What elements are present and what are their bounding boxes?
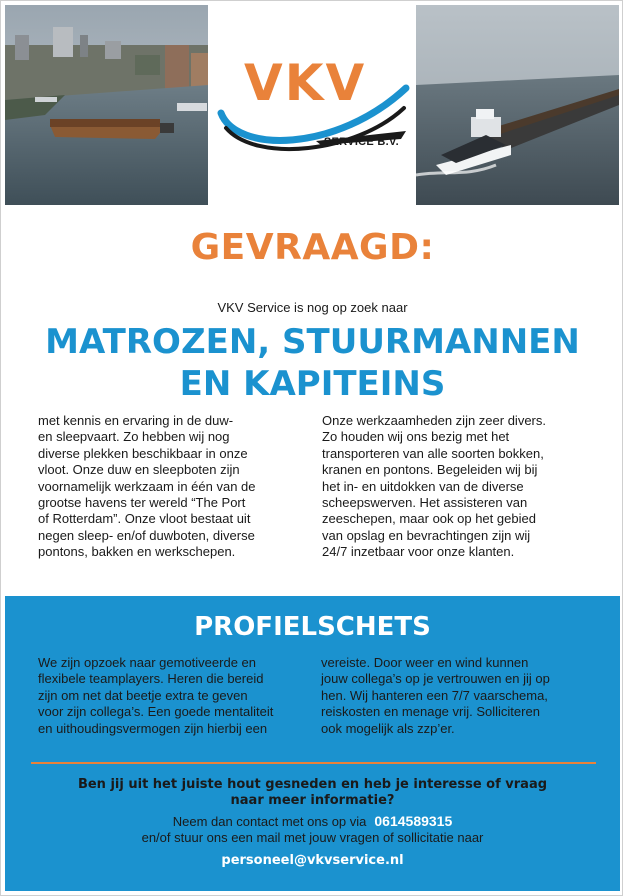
email-link[interactable]: personeel@vkvservice.nl bbox=[221, 853, 404, 868]
text-line: vloot. Onze duw en sleepboten zijn bbox=[38, 462, 240, 478]
text-line: reiskosten en menage vrij. Solliciteren bbox=[321, 704, 540, 720]
text-line: Zo houden wij ons bezig met het bbox=[322, 429, 510, 445]
text-line: zeeschepen, maar ook op het gebied bbox=[322, 511, 536, 527]
profile-right-column bbox=[321, 655, 596, 737]
text-line: 24/7 inzetbaar voor onze klanten. bbox=[322, 544, 515, 560]
text-line: transporteren van alle soorten bokken, bbox=[322, 445, 544, 461]
cta-line-1: Ben jij uit het juiste hout gesneden en heb je interesse of vraag bbox=[77, 777, 548, 792]
text-line: en sleepvaart. Zo hebben wij nog bbox=[38, 429, 230, 445]
intro-text: VKV Service is nog op zoek naar bbox=[217, 300, 408, 315]
text-line: kranen en pontons. Begeleiden wij bij bbox=[322, 462, 538, 478]
logo-subtitle: SERVICE B.V. bbox=[323, 136, 399, 148]
text-line: vereiste. Door weer en wind kunnen bbox=[321, 655, 529, 670]
text-line: negen sleep- en/of duwboten, diverse bbox=[38, 527, 255, 543]
vacancy-right-column bbox=[322, 413, 592, 561]
text-line: voor zijn collega’s. Een goede mentaliteit bbox=[38, 704, 274, 720]
text-line: scheepswerven. Het assisteren van bbox=[322, 495, 528, 511]
page-heading: GEVRAAGD: bbox=[190, 227, 435, 268]
text-line: of Rotterdam”. Onze vloot bestaat uit bbox=[38, 511, 251, 527]
headline-line-1: MATROZEN, STUURMANNEN bbox=[45, 322, 580, 362]
text-line: ook mogelijk als zzp’er. bbox=[321, 720, 455, 736]
profile-title: PROFIELSCHETS bbox=[194, 612, 431, 642]
vacancy-left-column bbox=[38, 413, 293, 561]
text-line: met kennis en ervaring in de duw- bbox=[38, 413, 234, 428]
headline-line-2: EN KAPITEINS bbox=[179, 364, 446, 404]
cta-line-2: naar meer informatie? bbox=[230, 793, 395, 808]
harbour-photo bbox=[5, 5, 208, 205]
text-line: het in- en uitdokken van de diverse bbox=[322, 478, 524, 494]
text-line: grootse havens ter wereld “The Port bbox=[38, 495, 246, 511]
text-line: flexibele teamplayers. Heren die bereid bbox=[38, 671, 264, 687]
call-to-action bbox=[1, 777, 623, 809]
text-line: We zijn opzoek naar gemotiveerde en bbox=[38, 655, 256, 670]
job-headline bbox=[1, 321, 623, 405]
text-line: pontons, bakken en werkschepen. bbox=[38, 544, 236, 560]
phone-number-link[interactable]: 0614589315 bbox=[374, 813, 453, 829]
profile-left-column bbox=[38, 655, 313, 737]
pushboat-photo bbox=[416, 5, 619, 205]
contact-info bbox=[1, 813, 623, 846]
text-line: hen. Wij hanteren een 7/7 vaarschema, bbox=[321, 687, 548, 703]
contact-line-2: en/of stuur ons een mail met jouw vragen of sollicitatie naar bbox=[141, 830, 484, 845]
text-line: jouw collega’s op je vertrouwen en jij op bbox=[321, 671, 550, 687]
logo-wordmark: VKV bbox=[244, 54, 367, 112]
contact-line-1 bbox=[1, 813, 623, 830]
text-line: en uithoudingsvermogen zijn hierbij een bbox=[38, 720, 268, 736]
text-line: van opslag en bevrachtingen zijn wij bbox=[322, 527, 531, 543]
text-line: Onze werkzaamheden zijn zeer divers. bbox=[322, 413, 546, 428]
section-divider bbox=[31, 762, 596, 764]
vkv-logo bbox=[216, 53, 411, 163]
contact-intro-text: Neem dan contact met ons op via bbox=[172, 814, 367, 829]
text-line: zijn om net dat beetje extra te geven bbox=[38, 687, 248, 703]
text-line: diverse plekken beschikbaar in onze bbox=[38, 445, 248, 461]
text-line: voornamelijk werkzaam in één van de bbox=[38, 478, 256, 494]
